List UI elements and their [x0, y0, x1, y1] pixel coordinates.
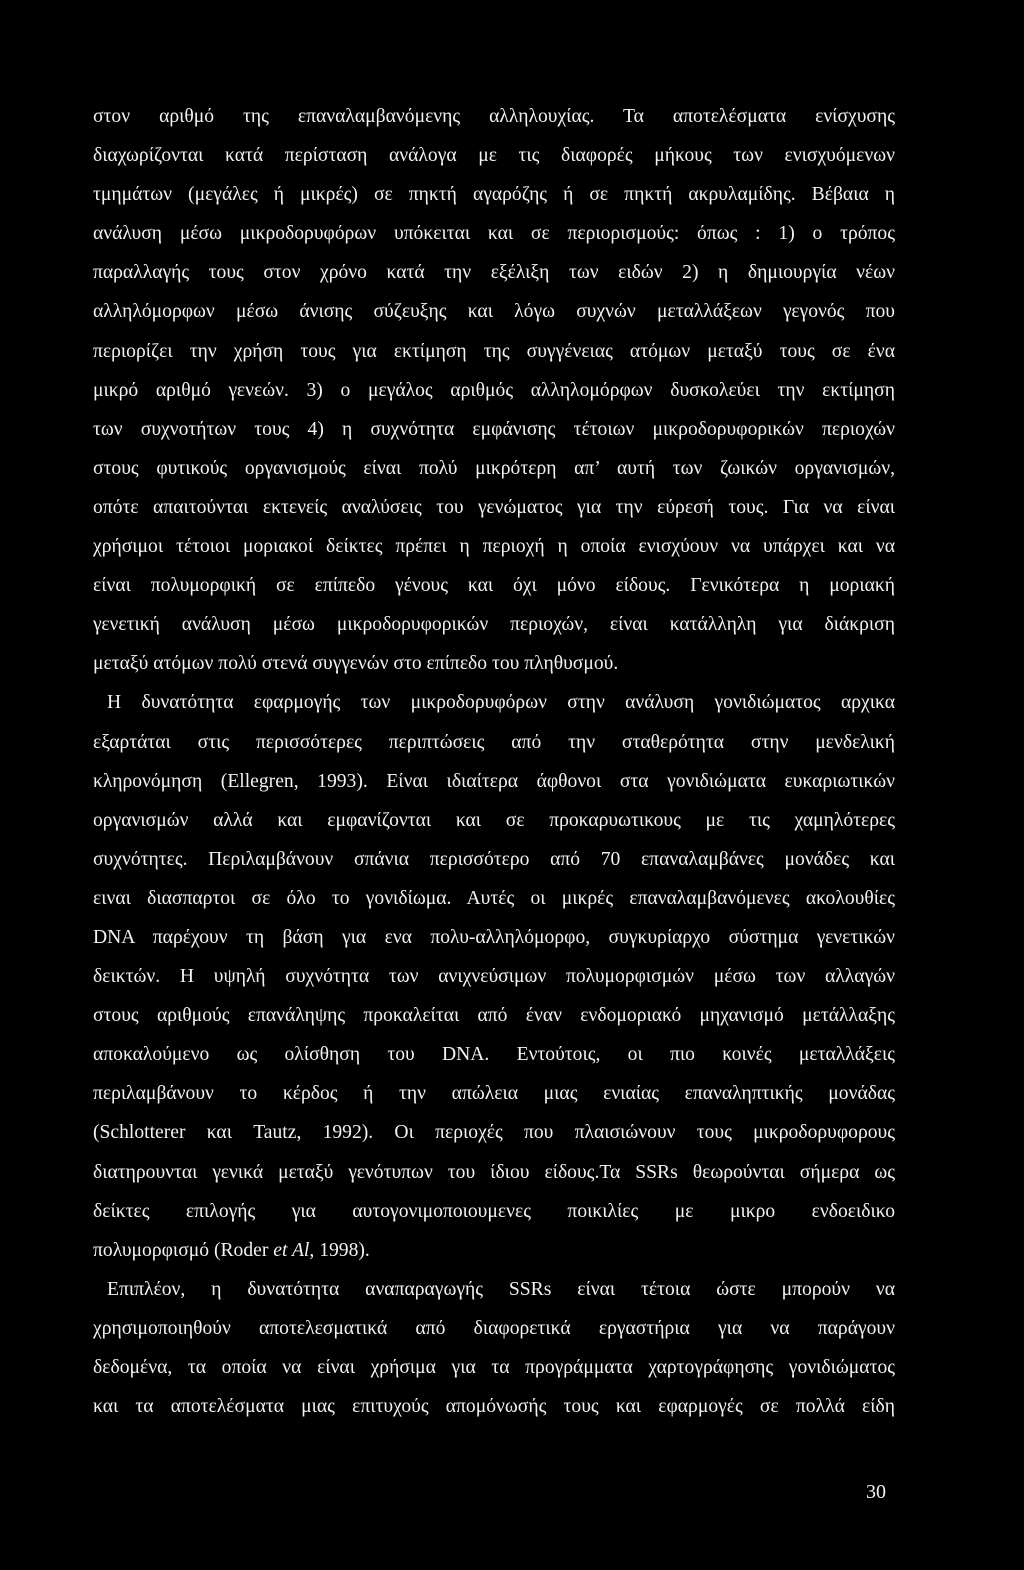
text-line: χρησιμοποιηθούν αποτελεσματικά από διαφορετικά εργαστήρια για να παράγουν: [93, 1317, 895, 1339]
text-line: χρήσιμοι τέτοιοι μοριακοί δείκτες πρέπει η περιοχή η οποία ενισχύουν να υπάρχει και να: [93, 536, 895, 558]
text-line: τμημάτων (μεγάλες ή μικρές) σε πηκτή αγαρόζης ή σε πηκτή ακρυλαμίδης. Βέβαια η: [93, 184, 895, 206]
text-line: διατηρουνται γενικά μεταξύ γενότυπων του ίδιου είδους.Τα SSRs θεωρούνται σήμερα ως: [93, 1161, 895, 1183]
text-line: παραλλαγής τους στον χρόνο κατά την εξέλιξη των ειδών 2) η δημιουργία νέων: [93, 262, 895, 284]
text-line: δεδομένα, τα οποία να είναι χρήσιμα για τα προγράμματα χαρτογράφησης γονιδιώματος: [93, 1357, 895, 1378]
page-number: 30: [866, 1481, 886, 1503]
text-line: DNA παρέχουν τη βάση για ενα πολυ-αλληλόμορφο, συγκυρίαρχο σύστημα γενετικών: [93, 926, 895, 948]
text-line: μεταξύ ατόμων πολύ στενά συγγενών στο επίπεδο του πληθυσμού.: [93, 653, 619, 675]
text-line: δείκτες επιλογής για αυτογονιμοποιουμενες ποικιλίες με μικρο ενδοειδικο: [93, 1200, 895, 1222]
text-line: Η δυνατότητα εφαρμογής των μικροδορυφόρων στην ανάλυση γονιδιώματος αρχικα: [107, 692, 895, 714]
text-line: ειναι διασπαρτοι σε όλο το γονιδίωμα. Αυτές οι μικρές επαναλαμβανόμενες ακολουθίες: [93, 887, 895, 909]
text-line: των συχνοτήτων τους 4) η συχνότητα εμφάνισης τέτοιων μικροδορυφορικών περιοχών: [93, 418, 895, 440]
text-line: στους αριθμούς επανάληψης προκαλείται από έναν ενδομοριακό μηχανισμό μετάλλαξης: [93, 1005, 895, 1027]
text-line: κληρονόμηση (Ellegren, 1993). Είναι ιδιαίτερα άφθονοι στα γονιδιώματα ευκαριωτικών: [93, 770, 895, 792]
text-line: οπότε απαιτούνται εκτενείς αναλύσεις του γενώματος για την εύρεσή τους. Για να είναι: [93, 496, 895, 518]
text-line: αλληλόμορφων μέσω άνισης σύζευξης και λόγω συχνών μεταλλάξεων γεγονός που: [93, 301, 895, 323]
text-line: (Schlotterer και Tautz, 1992). Οι περιοχές που πλαισιώνουν τους μικροδορυφορους: [93, 1122, 895, 1144]
text-line: μικρό αριθμό γενεών. 3) ο μεγάλος αριθμός αλληλομόρφων δυσκολεύει την εκτίμηση: [93, 379, 895, 401]
text-line: στον αριθμό της επαναλαμβανόμενης αλληλουχίας. Τα αποτελέσματα ενίσχυσης: [93, 106, 895, 127]
text-line: γενετική ανάλυση μέσω μικροδορυφορικών περιοχών, είναι κατάλληλη για διάκριση: [93, 614, 895, 636]
text-line: αποκαλούμενο ως ολίσθηση του DNA. Εντούτοις, οι πιο κοινές μεταλλάξεις: [93, 1044, 895, 1066]
text-line: Επιπλέον, η δυνατότητα αναπαραγωγής SSRs είναι τέτοια ώστε μπορούν να: [107, 1278, 895, 1300]
text-line: περιορίζει την χρήση τους για εκτίμηση της συγγένειας ατόμων μεταξύ τους σε ένα: [93, 340, 895, 362]
text-line: ανάλυση μέσω μικροδορυφόρων υπόκειται και σε περιορισμούς: όπως : 1) ο τρόπος: [93, 223, 895, 245]
text-line: και τα αποτελέσματα μιας επιτυχούς απομόνωσής τους και εφαρμογές σε πολλά είδη: [93, 1396, 895, 1418]
citation-text: πολυμορφισμό (Roder: [93, 1239, 274, 1261]
text-line: περιλαμβάνουν το κέρδος ή την απώλεια μιας ενιαίας επαναληπτικής μονάδας: [93, 1083, 895, 1105]
text-line: οργανισμών αλλά και εμφανίζονται και σε προκαρυωτικους με τις χαμηλότερες: [93, 809, 895, 831]
citation-line: [93, 1231, 895, 1270]
citation-et-al: et Al: [273, 1239, 310, 1261]
text-line: εξαρτάται στις περισσότερες περιπτώσεις από την σταθερότητα στην μενδελική: [93, 731, 895, 753]
text-line: είναι πολυμορφική σε επίπεδο γένους και όχι μόνο είδους. Γενικότερα η μοριακή: [93, 575, 895, 597]
text-line: στους φυτικούς οργανισμούς είναι πολύ μικρότερη απ’ αυτή των ζωικών οργανισμών,: [93, 457, 895, 479]
text-line: δεικτών. Η υψηλή συχνότητα των ανιχνεύσιμων πολυμορφισμών μέσω των αλλαγών: [93, 966, 895, 988]
citation-year: , 1998).: [309, 1239, 370, 1261]
text-line: συχνότητες. Περιλαμβάνουν σπάνια περισσότερο από 70 επαναλαμβάνες μονάδες και: [93, 848, 895, 870]
body-text: [93, 97, 895, 1426]
text-line: διαχωρίζονται κατά περίσταση ανάλογα με τις διαφορές μήκους των ενισχυόμενων: [93, 145, 895, 167]
